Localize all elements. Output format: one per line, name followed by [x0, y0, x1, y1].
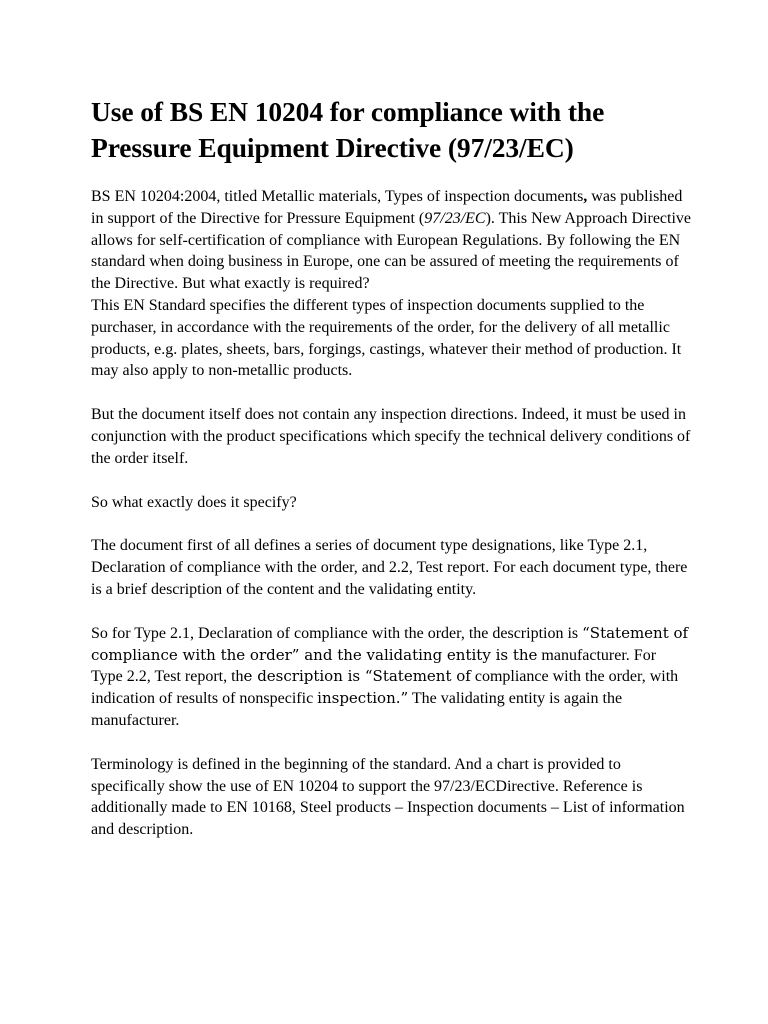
page-title: Use of BS EN 10204 for compliance with the Pressure Equipment Directive (97/23/EC): [91, 96, 605, 163]
type-descriptions-text-g: The validating entity is again the manufacturer.: [91, 690, 623, 729]
paragraph-document-types: The document first of all defines a series of document type designations, like Type 2.1, Declaration of compliance with the order, and 2.2, Test report. For each document type, there is a brief description of the content and the validating entity.: [91, 537, 688, 598]
paragraph-intro-text-c: ). This New Approach Directive allows for self-certification of compliance with European Regulations. By following the EN standard when doing business in Europe, one can be assured of meeting the requirements of the Directive. But what exactly is required?: [91, 209, 692, 293]
document-page: [91, 94, 691, 841]
paragraph-terminology: Terminology is defined in the beginning of the standard. And a chart is provided to specifically show the use of EN 10204 to support the 97/23/ECDirective. Reference is additionally made to EN 10168, Steel products – Inspection documents – List of information and description.: [91, 755, 685, 839]
type-descriptions-text-c: manufacturer. For Type 2.2, Test report, th: [91, 646, 657, 686]
paragraph-limitations: But the document itself does not contain any inspection directions. Indeed, it must be used in conjunction with the product specifications which specify the technical delivery conditions of the order itself.: [91, 406, 691, 467]
directive-reference: 97/23/EC: [424, 209, 486, 227]
type-descriptions-text-e: compliance with the order, with indication of results of nonspecific: [91, 668, 679, 708]
type-descriptions-quote-b: e description is “Statement of: [243, 667, 471, 686]
paragraph-question: So what exactly does it specify?: [91, 493, 297, 511]
paragraph-intro: [91, 186, 691, 295]
paragraph-type-descriptions: [91, 623, 691, 732]
type-descriptions-text-a: So for Type 2.1, Declaration of compliance with the order, the description is: [91, 624, 583, 642]
paragraph-intro-text-a: BS EN 10204:2004, titled Metallic materials, Types of inspection documents: [91, 188, 584, 205]
type-descriptions-quote-a: “Statement of compliance with the order” and the validating entity is the: [91, 623, 689, 664]
paragraph-intro-text-b: was published in support of the Directive for Pressure Equipment (: [91, 188, 683, 227]
type-descriptions-quote-end: inspection.”: [317, 689, 409, 708]
paragraph-scope: This EN Standard specifies the different types of inspection documents supplied to the purchaser, in accordance with the requirements of the order, for the delivery of all metallic products, e.g. plates, sheets, bars, forgings, castings, whatever their method of production. It may also apply to non-metallic products.: [91, 296, 682, 380]
paragraph-intro-comma: ,: [583, 188, 588, 205]
